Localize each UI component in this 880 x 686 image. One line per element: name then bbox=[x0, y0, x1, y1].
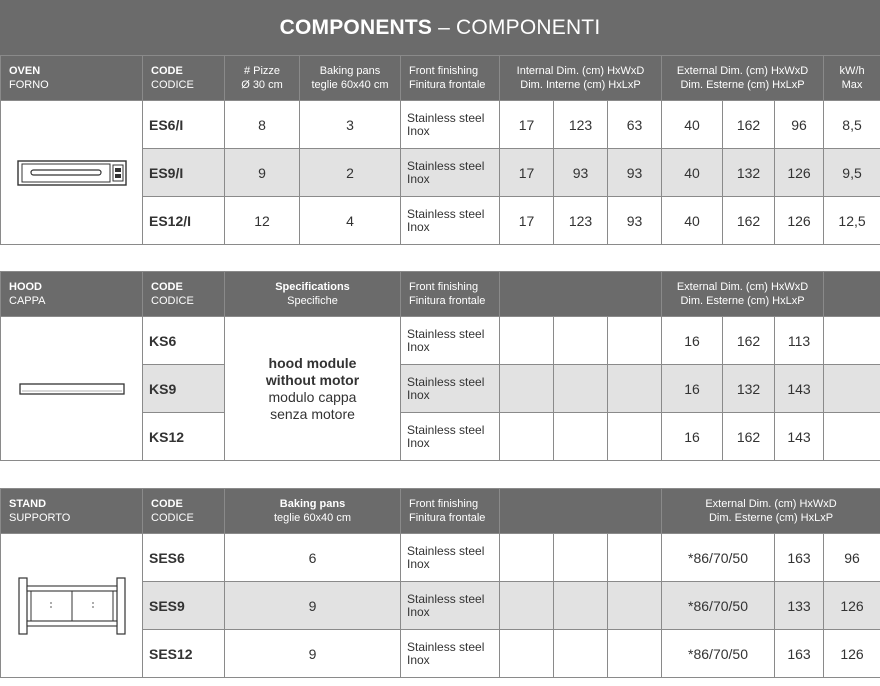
oven-finish-header: Front finishing Finitura frontale bbox=[401, 56, 500, 101]
hood-ext-w: 132 bbox=[723, 365, 775, 413]
oven-code: ES12/I bbox=[143, 197, 225, 245]
oven-int-w: 123 bbox=[554, 101, 608, 149]
hood-code: KS9 bbox=[143, 365, 225, 413]
hood-finish: Stainless steel Inox bbox=[401, 413, 500, 461]
oven-code-header: CODE CODICE bbox=[143, 56, 225, 101]
stand-pans: 9 bbox=[225, 630, 401, 678]
stand-header-row bbox=[1, 489, 880, 534]
hood-ext-h: 16 bbox=[662, 365, 723, 413]
oven-name-header: OVEN FORNO bbox=[1, 56, 143, 101]
oven-table bbox=[0, 55, 880, 245]
stand-pans-header: Baking pans teglie 60x40 cm bbox=[225, 489, 401, 534]
hood-empty bbox=[500, 365, 554, 413]
oven-pans: 3 bbox=[300, 101, 401, 149]
hood-empty bbox=[554, 413, 608, 461]
oven-external-header: External Dim. (cm) HxWxD Dim. Esterne (cm) HxLxP bbox=[662, 56, 824, 101]
hood-ext-h: 16 bbox=[662, 413, 723, 461]
hood-empty bbox=[500, 317, 554, 365]
stand-row bbox=[1, 534, 880, 582]
hood-empty bbox=[824, 413, 880, 461]
oven-internal-header: Internal Dim. (cm) HxWxD Dim. Interne (cm) HxLxP bbox=[500, 56, 662, 101]
stand-code: SES6 bbox=[143, 534, 225, 582]
oven-ext-d: 96 bbox=[775, 101, 824, 149]
stand-empty bbox=[554, 534, 608, 582]
oven-int-d: 93 bbox=[608, 149, 662, 197]
hood-ext-w: 162 bbox=[723, 317, 775, 365]
oven-header-row bbox=[1, 56, 880, 101]
oven-pans-header: Baking pans teglie 60x40 cm bbox=[300, 56, 401, 101]
hood-spec-line: senza motore bbox=[270, 405, 355, 422]
stand-empty bbox=[500, 534, 554, 582]
hood-spec-line: hood module bbox=[268, 354, 357, 371]
stand-ext-h: *86/70/50 bbox=[662, 582, 775, 630]
hood-empty-header bbox=[500, 272, 662, 317]
hood-code: KS12 bbox=[143, 413, 225, 461]
hood-name-header: HOOD CAPPA bbox=[1, 272, 143, 317]
oven-ext-h: 40 bbox=[662, 101, 723, 149]
oven-finish: Stainless steel Inox bbox=[401, 101, 500, 149]
hood-empty bbox=[824, 365, 880, 413]
hood-empty bbox=[500, 413, 554, 461]
stand-empty bbox=[500, 582, 554, 630]
hood-table bbox=[0, 271, 880, 461]
stand-code: SES9 bbox=[143, 582, 225, 630]
oven-pizze-header: # Pizze Ø 30 cm bbox=[225, 56, 300, 101]
oven-finish: Stainless steel Inox bbox=[401, 149, 500, 197]
title-bold: COMPONENTS bbox=[279, 15, 433, 39]
stand-code: SES12 bbox=[143, 630, 225, 678]
oven-int-w: 93 bbox=[554, 149, 608, 197]
hood-empty bbox=[554, 317, 608, 365]
hood-ext-d: 143 bbox=[775, 365, 824, 413]
hood-spec-header: Specifications Specifiche bbox=[225, 272, 401, 317]
oven-int-h: 17 bbox=[500, 101, 554, 149]
oven-ext-d: 126 bbox=[775, 197, 824, 245]
oven-ext-d: 126 bbox=[775, 149, 824, 197]
stand-empty bbox=[608, 630, 662, 678]
oven-pizze: 12 bbox=[225, 197, 300, 245]
hood-ext-w: 162 bbox=[723, 413, 775, 461]
stand-ext-d: 96 bbox=[824, 534, 880, 582]
stand-empty bbox=[554, 582, 608, 630]
hood-finish: Stainless steel Inox bbox=[401, 365, 500, 413]
oven-pizze: 8 bbox=[225, 101, 300, 149]
oven-int-h: 17 bbox=[500, 149, 554, 197]
oven-ext-h: 40 bbox=[662, 197, 723, 245]
oven-int-d: 63 bbox=[608, 101, 662, 149]
title-dash: – bbox=[438, 15, 451, 39]
hood-row bbox=[1, 317, 880, 365]
hood-empty bbox=[608, 317, 662, 365]
hood-empty bbox=[608, 413, 662, 461]
hood-finish: Stainless steel Inox bbox=[401, 317, 500, 365]
oven-kw: 12,5 bbox=[824, 197, 880, 245]
stand-ext-d: 126 bbox=[824, 630, 880, 678]
hood-external-header: External Dim. (cm) HxWxD Dim. Esterne (cm) HxLxP bbox=[662, 272, 824, 317]
hood-spec-line: without motor bbox=[265, 371, 360, 388]
stand-ext-w: 133 bbox=[775, 582, 824, 630]
hood-header-row bbox=[1, 272, 880, 317]
hood-ext-d: 113 bbox=[775, 317, 824, 365]
oven-pans: 4 bbox=[300, 197, 401, 245]
title-rest: COMPONENTI bbox=[456, 15, 601, 39]
stand-finish: Stainless steel Inox bbox=[401, 582, 500, 630]
hood-empty bbox=[554, 365, 608, 413]
hood-spec-line: modulo cappa bbox=[268, 388, 357, 405]
stand-empty bbox=[608, 582, 662, 630]
hood-empty bbox=[608, 365, 662, 413]
oven-ext-h: 40 bbox=[662, 149, 723, 197]
stand-ext-w: 163 bbox=[775, 630, 824, 678]
page-title bbox=[0, 0, 880, 55]
stand-image bbox=[1, 534, 143, 678]
stand-pans: 6 bbox=[225, 534, 401, 582]
hood-empty bbox=[824, 317, 880, 365]
stand-table bbox=[0, 488, 880, 678]
oven-int-d: 93 bbox=[608, 197, 662, 245]
oven-code: ES9/I bbox=[143, 149, 225, 197]
stand-empty bbox=[500, 630, 554, 678]
stand-name-header: STAND SUPPORTO bbox=[1, 489, 143, 534]
oven-ext-w: 132 bbox=[723, 149, 775, 197]
stand-finish: Stainless steel Inox bbox=[401, 630, 500, 678]
stand-drawing-icon bbox=[17, 576, 127, 636]
oven-pans: 2 bbox=[300, 149, 401, 197]
oven-int-w: 123 bbox=[554, 197, 608, 245]
oven-ext-w: 162 bbox=[723, 101, 775, 149]
oven-code: ES6/I bbox=[143, 101, 225, 149]
stand-finish: Stainless steel Inox bbox=[401, 534, 500, 582]
stand-code-header: CODE CODICE bbox=[143, 489, 225, 534]
hood-image bbox=[1, 317, 143, 461]
stand-empty bbox=[554, 630, 608, 678]
oven-finish: Stainless steel Inox bbox=[401, 197, 500, 245]
oven-kw-header: kW/h Max bbox=[824, 56, 880, 101]
hood-empty-header-2 bbox=[824, 272, 880, 317]
hood-ext-h: 16 bbox=[662, 317, 723, 365]
oven-drawing-icon bbox=[17, 160, 127, 186]
hood-drawing-icon bbox=[19, 382, 125, 396]
oven-int-h: 17 bbox=[500, 197, 554, 245]
oven-kw: 9,5 bbox=[824, 149, 880, 197]
oven-kw: 8,5 bbox=[824, 101, 880, 149]
stand-ext-w: 163 bbox=[775, 534, 824, 582]
hood-ext-d: 143 bbox=[775, 413, 824, 461]
stand-ext-d: 126 bbox=[824, 582, 880, 630]
hood-specification bbox=[225, 317, 401, 461]
stand-empty-header bbox=[500, 489, 662, 534]
oven-row bbox=[1, 101, 880, 149]
oven-ext-w: 162 bbox=[723, 197, 775, 245]
stand-ext-h: *86/70/50 bbox=[662, 534, 775, 582]
oven-pizze: 9 bbox=[225, 149, 300, 197]
stand-finish-header: Front finishing Finitura frontale bbox=[401, 489, 500, 534]
hood-code: KS6 bbox=[143, 317, 225, 365]
stand-ext-h: *86/70/50 bbox=[662, 630, 775, 678]
stand-external-header: External Dim. (cm) HxWxD Dim. Esterne (cm) HxLxP bbox=[662, 489, 880, 534]
oven-image bbox=[1, 101, 143, 245]
hood-finish-header: Front finishing Finitura frontale bbox=[401, 272, 500, 317]
hood-code-header: CODE CODICE bbox=[143, 272, 225, 317]
stand-empty bbox=[608, 534, 662, 582]
stand-pans: 9 bbox=[225, 582, 401, 630]
